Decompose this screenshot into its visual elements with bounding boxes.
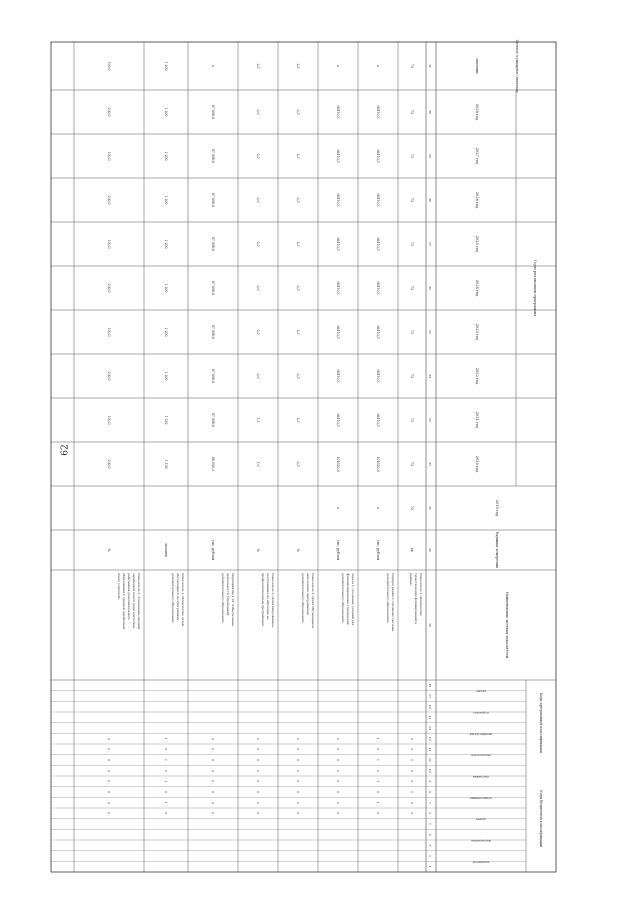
code-digit: 0 [107, 769, 111, 772]
rotated-table [51, 39, 556, 872]
code-digit: 0 [164, 812, 168, 815]
code-digit: 1 [164, 780, 168, 783]
code-digit: 0 [211, 748, 215, 751]
col-number: 24 [428, 374, 432, 378]
col-number: 21 [428, 506, 432, 510]
code-digit: 0 [410, 748, 414, 751]
name-header: Наименование целевых показателей [505, 591, 509, 659]
row-value: 2,0 [256, 285, 260, 291]
col-number: 6 [428, 812, 432, 815]
col-number: 17 [428, 694, 432, 698]
code-digit: 0 [296, 759, 300, 761]
row-value: 96410,5 [336, 413, 340, 427]
row-value: 96410,5 [336, 149, 340, 163]
row-target: 2,5 [296, 63, 300, 69]
code-digit: 1 [164, 759, 168, 761]
row-name: функционирования учреждений [346, 573, 350, 625]
row-target: 100,0 [107, 61, 111, 71]
code-digit: 0 [410, 737, 414, 740]
row-value: 100,0 [107, 283, 111, 293]
row-value: 2,0 [256, 153, 260, 159]
code-digit: 0 [256, 780, 260, 783]
code-digit: 0 [107, 737, 111, 740]
table-border [51, 42, 556, 872]
year-header: 2025 год [475, 235, 479, 253]
year-header: 2023 год [475, 323, 479, 341]
row-value: 100,0 [107, 371, 111, 381]
row-value: 96410,5 [376, 237, 380, 251]
row-name: районе» [409, 573, 413, 587]
year-header: 2027 год [475, 147, 479, 165]
row-value: 96410,5 [376, 193, 380, 207]
code-digit: 1 [164, 737, 168, 740]
code-digit: 0 [410, 791, 414, 793]
col-number: 28 [428, 198, 432, 202]
row-value: 87 896,8 [211, 148, 215, 164]
row-value: 87 896,8 [211, 368, 215, 384]
code-digit: 0 [107, 791, 111, 793]
row-value: 88 090,3 [211, 456, 215, 472]
row-value: 2,5 [296, 153, 300, 159]
code-digit: 0 [376, 769, 380, 772]
row-target: х [336, 65, 340, 67]
code-digit: 0 [336, 812, 340, 815]
year-header: 2028 год [475, 103, 479, 121]
row-value: 73 [410, 373, 414, 379]
row-unit: тыс. рублей [336, 540, 340, 560]
row-name: Подпрограмма 2 «Развитие системы [391, 573, 395, 632]
row-name: дополнительного образования» [171, 573, 175, 624]
row-unit: ед. [410, 547, 414, 553]
code-digit: 0 [336, 780, 340, 783]
row-value: 1 200 [164, 327, 168, 337]
row-target: 73 [410, 63, 414, 69]
col-number: 26 [428, 286, 432, 290]
row-value: 96410,5 [376, 149, 380, 163]
code-digit: 0 [376, 812, 380, 815]
row-value: 96410,5 [376, 105, 380, 119]
code-digit: 0 [336, 801, 340, 804]
row-value: 100,0 [107, 327, 111, 337]
code-digit: 0 [410, 759, 414, 761]
code-digit: 0 [107, 801, 111, 804]
row-value: 1 200 [164, 151, 168, 161]
code-digit: 0 [107, 748, 111, 751]
row-value: 87 896,8 [211, 104, 215, 120]
code-digit: 0 [211, 737, 215, 740]
code-label: вид расходов [471, 753, 491, 758]
row-name: Показатель 2 «Отношение средней [137, 573, 141, 630]
code-digit: 1 [376, 801, 380, 804]
col-number: 9 [428, 780, 432, 783]
code-digit: 0 [336, 748, 340, 751]
row-name: профессиональным программам» [261, 573, 265, 627]
row-value: 2,0 [256, 241, 260, 247]
row-value: 1 200 [164, 283, 168, 293]
row-value: 73 [410, 417, 414, 423]
row-value: 2,0 [256, 329, 260, 335]
row-value: 1 200 [164, 239, 168, 249]
row-target: х [376, 65, 380, 67]
code-digit: 0 [211, 769, 215, 772]
row-value: 1 200 [164, 195, 168, 205]
col-number: 12 [428, 747, 432, 752]
code-label: подраздел [473, 711, 489, 715]
row-unit: % [256, 548, 260, 552]
row-value: 100,0 [107, 151, 111, 161]
row-value: 2,0 [256, 109, 260, 115]
row-value: 96410,5 [336, 281, 340, 295]
row-value: 1,5 [256, 417, 260, 423]
col-number: 11 [428, 758, 432, 762]
col-number: 31 [428, 64, 432, 68]
code-digit: 0 [410, 780, 414, 783]
row-name: работников дополнительного [127, 573, 131, 620]
row-value: 104520,8 [336, 456, 340, 472]
row-name: охваченных программами [306, 573, 310, 615]
code-digit: 0 [256, 812, 260, 815]
row-value: 73 [410, 197, 414, 203]
col-number: 2 [428, 855, 432, 857]
row-name: Показатель 1 «Доля обучающихся, [311, 573, 315, 629]
code-digit: 0 [256, 737, 260, 740]
code-digit: 1 [376, 780, 380, 783]
row-value: 96410,5 [336, 369, 340, 383]
row-target: х [211, 65, 215, 67]
code-digit: 0 [107, 759, 111, 761]
code-digit: 0 [296, 737, 300, 740]
col-number: 18 [428, 683, 432, 688]
code-label: мероприятие [471, 839, 491, 843]
year-header: 2026 год [475, 191, 479, 209]
row-target: 1 200 [164, 61, 168, 71]
year-header: 2020 год [475, 455, 479, 473]
row-value: 1 200 [164, 371, 168, 381]
code-label: раздел [475, 689, 487, 694]
row-value: 2,0 [256, 197, 260, 203]
code-digit: 0 [296, 769, 300, 772]
code-digit: 0 [410, 769, 414, 772]
code-digit: 0 [336, 791, 340, 793]
row-value: 1 200 [164, 107, 168, 117]
row-unit: % [296, 548, 300, 552]
row-target: 2,0 [256, 63, 260, 69]
col-number: 20 [428, 548, 432, 552]
row-value: 2,5 [296, 417, 300, 423]
code-digit: 0 [296, 780, 300, 783]
row-name: Показатель 1 «Количество [419, 573, 423, 616]
row-value: 87 896,8 [211, 236, 215, 252]
page-number: 62 [60, 444, 71, 456]
row-value: 87 896,8 [211, 280, 215, 296]
row-value: 96410,5 [376, 325, 380, 339]
code-digit: 0 [256, 791, 260, 793]
code-digit: 0 [376, 791, 380, 793]
row-value: 2,5 [296, 285, 300, 291]
code-digit: 0 [296, 801, 300, 804]
row-value: 96410,5 [376, 413, 380, 427]
budget-codes-header: Коды бюджетной классификации [539, 790, 543, 848]
program-codes-header: Коды программной классификации [539, 692, 543, 753]
row-value: 2,5 [296, 461, 300, 467]
row-base: х [376, 507, 380, 509]
target-sub-header: значение [475, 58, 479, 74]
col-number: 7 [428, 801, 432, 804]
col-number: 10 [428, 768, 432, 773]
row-value: 87 896,8 [211, 324, 215, 340]
col-number: 13 [428, 736, 432, 741]
row-name: образования к средней заработной [122, 573, 126, 630]
row-value: 96410,5 [376, 369, 380, 383]
row-name: Задача 1 «Создание условий для [351, 573, 355, 626]
row-value: 73 [410, 109, 414, 115]
code-digit: 0 [336, 737, 340, 740]
row-value: 100,0 [107, 415, 111, 425]
row-value: 100,0 [107, 195, 111, 205]
row-name: Мероприятие 1.01 «Обеспечение [231, 573, 235, 627]
col-number: 8 [428, 791, 432, 793]
col-number: 3 [428, 844, 432, 847]
col-number: 19 [428, 623, 432, 627]
row-name: поступивших на обучение по [266, 573, 270, 620]
row-value: 73 [410, 461, 414, 467]
row-value: 2,5 [296, 197, 300, 203]
year-header: 2022 год [475, 367, 479, 385]
code-digit: 0 [211, 812, 215, 815]
row-name: обучающихся по программам [176, 573, 180, 621]
row-name: дополнительного образования» [221, 573, 225, 624]
code-digit: 0 [211, 791, 215, 793]
code-digit: 0 [410, 801, 414, 804]
col-number: 30 [428, 110, 432, 114]
row-value: 96410,5 [336, 325, 340, 339]
row-name: дополнительного образования» [301, 573, 305, 624]
year-header: 2021 год [475, 411, 479, 429]
row-value: 73 [410, 153, 414, 159]
row-value: 104520,8 [376, 456, 380, 472]
row-name: Показатель 1 «Количество детей, [181, 573, 185, 627]
col-number: 4 [428, 833, 432, 836]
code-digit: 0 [211, 780, 215, 783]
row-name: плате учителей» [117, 573, 121, 600]
col-number: 14 [428, 726, 432, 730]
code-digit: 0 [296, 812, 300, 815]
col-number: 22 [428, 462, 432, 466]
row-value: 1 156 [164, 459, 168, 469]
col-number: 5 [428, 823, 432, 825]
code-digit: 0 [410, 812, 414, 815]
code-digit: 0 [107, 780, 111, 783]
base-year-header: 2015 год [495, 499, 499, 517]
code-digit: 0 [256, 769, 260, 772]
row-value: 2,5 [296, 373, 300, 379]
row-unit: % [107, 548, 111, 552]
code-digit: 0 [376, 748, 380, 751]
row-value: 100,0 [107, 239, 111, 249]
row-unit: тыс. рублей [376, 540, 380, 560]
code-digit: 1 [376, 737, 380, 740]
col-number: 15 [428, 715, 432, 720]
target-header: Целевое (суммарное) значение [515, 39, 519, 93]
row-value: 96410,5 [336, 105, 340, 119]
code-label: программа [472, 775, 490, 779]
row-name: Показатель 2 «Доля выпускников, [271, 573, 275, 628]
col-number: 1 [428, 865, 432, 868]
code-digit: 0 [336, 769, 340, 772]
code-digit: 0 [256, 748, 260, 751]
row-name: деятельности учреждений [226, 573, 230, 616]
row-value: 73 [410, 285, 414, 291]
code-digit: 0 [211, 759, 215, 761]
code-label: целевая статья [469, 732, 493, 737]
code-digit: 0 [336, 759, 340, 761]
row-value: 1,0 [256, 461, 260, 467]
row-value: 87 896,8 [211, 192, 215, 208]
code-digit: 0 [296, 748, 300, 751]
row-value: 87 896,8 [211, 412, 215, 428]
row-name: заработной платы педагогических [132, 573, 136, 629]
row-value: 73 [410, 329, 414, 335]
code-digit: 1 [376, 759, 380, 761]
col-number: 29 [428, 154, 432, 158]
row-name: дополнительного образования» [341, 573, 345, 624]
code-label: задача [475, 817, 487, 822]
code-digit: 0 [164, 791, 168, 793]
col-number: 27 [428, 242, 432, 246]
year-header: 2024 год [475, 279, 479, 297]
row-name: туристических формирований в [414, 573, 418, 624]
row-value: 1 182 [164, 415, 168, 425]
row-value: 2,0 [256, 373, 260, 379]
row-value: 73 [410, 241, 414, 247]
code-digit: 0 [107, 812, 111, 815]
code-label: подпрограмма [470, 796, 492, 801]
row-name: дополнительного образования» [386, 573, 390, 624]
code-label: показатель [472, 860, 490, 865]
row-unit: человек [164, 543, 168, 557]
years-group-header: Годы реализации программы [533, 260, 537, 316]
code-digit: 0 [256, 759, 260, 761]
code-digit: 0 [164, 748, 168, 751]
row-unit: тыс. рублей [211, 540, 215, 560]
row-value: 100,0 [107, 459, 111, 469]
code-digit: 0 [256, 801, 260, 804]
row-base: х [336, 507, 340, 509]
col-number: 25 [428, 330, 432, 334]
row-base: 72 [410, 505, 414, 511]
row-value: 96410,5 [376, 281, 380, 295]
row-value: 100,0 [107, 107, 111, 117]
code-digit: 1 [164, 801, 168, 804]
row-value: 96410,5 [336, 237, 340, 251]
row-value: 96410,5 [336, 193, 340, 207]
row-value: 2,5 [296, 241, 300, 247]
code-digit: 0 [296, 791, 300, 793]
row-value: 2,5 [296, 109, 300, 115]
col-number: 23 [428, 418, 432, 422]
col-number: 16 [428, 704, 432, 709]
code-digit: 0 [164, 769, 168, 772]
row-value: 2,5 [296, 329, 300, 335]
unit-header: Единица измерения [495, 531, 499, 569]
code-digit: 0 [211, 801, 215, 804]
